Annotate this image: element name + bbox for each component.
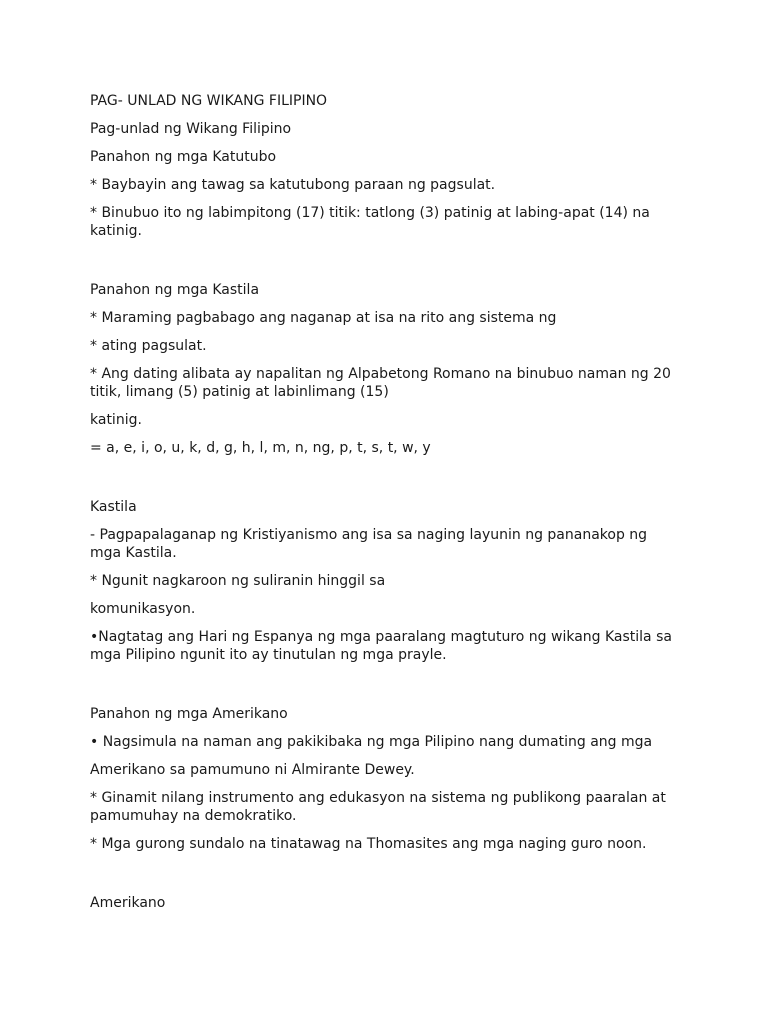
paragraph: • Nagsimula na naman ang pakikibaka ng mga Pilipino nang dumating ang mga xyxy=(90,734,653,750)
paragraph: * Mga gurong sundalo na tinatawag na Thomasites ang mga naging guro noon. xyxy=(90,836,647,852)
paragraph: * Ang dating alibata ay napalitan ng Alpabetong Romano na binubuo naman ng 20 titik, limang (5) patinig at labinlimang (15) xyxy=(90,366,671,400)
paragraph: - Pagpapalaganap ng Kristiyanismo ang isa sa naging layunin ng pananakop ng mga Kastila. xyxy=(90,527,648,561)
document-subtitle: Pag-unlad ng Wikang Filipino xyxy=(90,121,292,137)
paragraph: * Baybayin ang tawag sa katutubong paraan ng pagsulat. xyxy=(90,177,496,193)
section-heading-amerikano-short: Amerikano xyxy=(90,895,166,911)
section-heading-kastila-short: Kastila xyxy=(90,499,137,515)
document-body xyxy=(90,92,680,922)
paragraph: * ating pagsulat. xyxy=(90,338,207,354)
section-heading-kastila: Panahon ng mga Kastila xyxy=(90,282,260,298)
paragraph: Amerikano sa pamumuno ni Almirante Dewey. xyxy=(90,762,415,778)
paragraph: katinig. xyxy=(90,412,142,428)
document-title: PAG- UNLAD NG WIKANG FILIPINO xyxy=(90,93,328,109)
alphabet-list: = a, e, i, o, u, k, d, g, h, l, m, n, ng, p, t, s, t, w, y xyxy=(90,440,431,456)
paragraph: * Ginamit nilang instrumento ang edukasyon na sistema ng publikong paaralan at pamumuhay na demokratiko. xyxy=(90,790,666,824)
paragraph: •Nagtatag ang Hari ng Espanya ng mga paaralang magtuturo ng wikang Kastila sa mga Pilipino ngunit ito ay tinutulan ng mga prayle. xyxy=(90,629,672,663)
paragraph: * Maraming pagbabago ang naganap at isa na rito ang sistema ng xyxy=(90,310,557,326)
section-heading-katutubo: Panahon ng mga Katutubo xyxy=(90,149,277,165)
paragraph: komunikasyon. xyxy=(90,601,196,617)
paragraph: * Ngunit nagkaroon ng suliranin hinggil sa xyxy=(90,573,386,589)
section-heading-amerikano: Panahon ng mga Amerikano xyxy=(90,706,288,722)
paragraph: * Binubuo ito ng labimpitong (17) titik: tatlong (3) patinig at labing-apat (14) na katinig. xyxy=(90,205,650,239)
